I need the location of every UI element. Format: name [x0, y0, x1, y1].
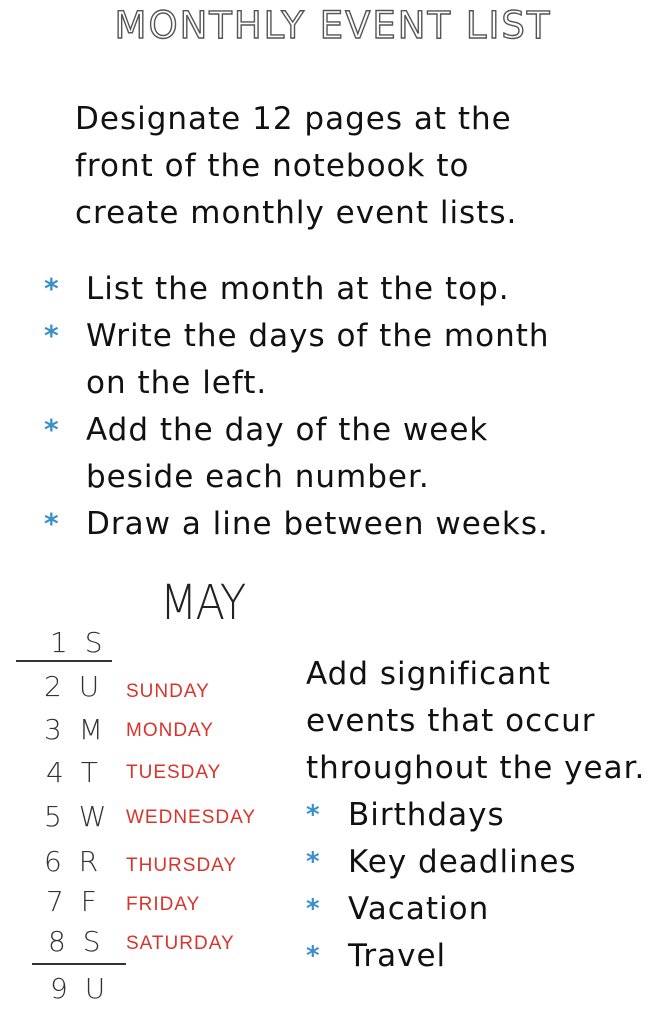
- asterisk-bullet-icon: *: [44, 272, 59, 305]
- intro-line: create monthly event lists.: [75, 195, 518, 231]
- list-item-text: Travel: [348, 938, 447, 974]
- list-item: [306, 792, 666, 839]
- asterisk-bullet-icon: *: [306, 800, 320, 830]
- event-type-list: [306, 792, 666, 980]
- intro-paragraph: [75, 96, 595, 237]
- significant-events-note: [306, 651, 666, 980]
- week-divider-line: [32, 963, 126, 965]
- day-name: TUESDAY: [126, 762, 222, 783]
- intro-line: Designate 12 pages at the: [75, 101, 512, 137]
- asterisk-bullet-icon: *: [44, 319, 59, 352]
- day-number: 3 M: [44, 713, 107, 746]
- list-item: [44, 266, 644, 313]
- day-name: THURSDAY: [126, 855, 238, 876]
- day-name: SUNDAY: [126, 681, 210, 702]
- intro-line: front of the notebook to: [75, 148, 470, 184]
- page-title: MONTHLY EVENT LIST: [114, 4, 552, 47]
- list-item-text: Key deadlines: [348, 844, 577, 880]
- note-line: Add significant: [306, 656, 551, 692]
- day-number: 5 W: [44, 800, 111, 833]
- day-name: WEDNESDAY: [126, 807, 257, 828]
- day-number: 2 U: [44, 670, 104, 703]
- day-number: 1 S: [50, 626, 107, 659]
- note-line: events that occur: [306, 703, 596, 739]
- asterisk-bullet-icon: *: [306, 894, 320, 924]
- list-item-continuation: [44, 454, 644, 501]
- day-number: 6 R: [44, 845, 103, 878]
- asterisk-bullet-icon: *: [306, 847, 320, 877]
- list-item: [44, 407, 644, 454]
- day-number: 9 U: [50, 972, 110, 1005]
- example-month-title: MAY: [160, 575, 245, 631]
- list-item-text: Write the days of the month: [86, 318, 550, 354]
- list-item: [306, 886, 666, 933]
- day-number: 8 S: [48, 925, 105, 958]
- list-item-text: Vacation: [348, 891, 490, 927]
- day-number: 7 F: [46, 885, 101, 918]
- day-number: 4 T: [46, 756, 102, 789]
- list-item-text: List the month at the top.: [86, 271, 510, 307]
- list-item-text: Draw a line between weeks.: [86, 506, 549, 542]
- list-item-text: Add the day of the week: [86, 412, 489, 448]
- list-item-text: Birthdays: [348, 797, 505, 833]
- asterisk-bullet-icon: *: [306, 941, 320, 971]
- list-item-text: on the left.: [86, 365, 268, 401]
- week-divider-line: [16, 660, 112, 662]
- list-item-continuation: [44, 360, 644, 407]
- list-item: [44, 501, 644, 548]
- instruction-list: [44, 266, 644, 548]
- list-item: [306, 839, 666, 886]
- list-item-text: beside each number.: [86, 459, 430, 495]
- asterisk-bullet-icon: *: [44, 413, 59, 446]
- day-name: FRIDAY: [126, 894, 201, 915]
- day-name: MONDAY: [126, 720, 214, 741]
- day-name: SATURDAY: [126, 933, 235, 954]
- note-line: throughout the year.: [306, 750, 646, 786]
- list-item: [44, 313, 644, 360]
- asterisk-bullet-icon: *: [44, 507, 59, 540]
- list-item: [306, 933, 666, 980]
